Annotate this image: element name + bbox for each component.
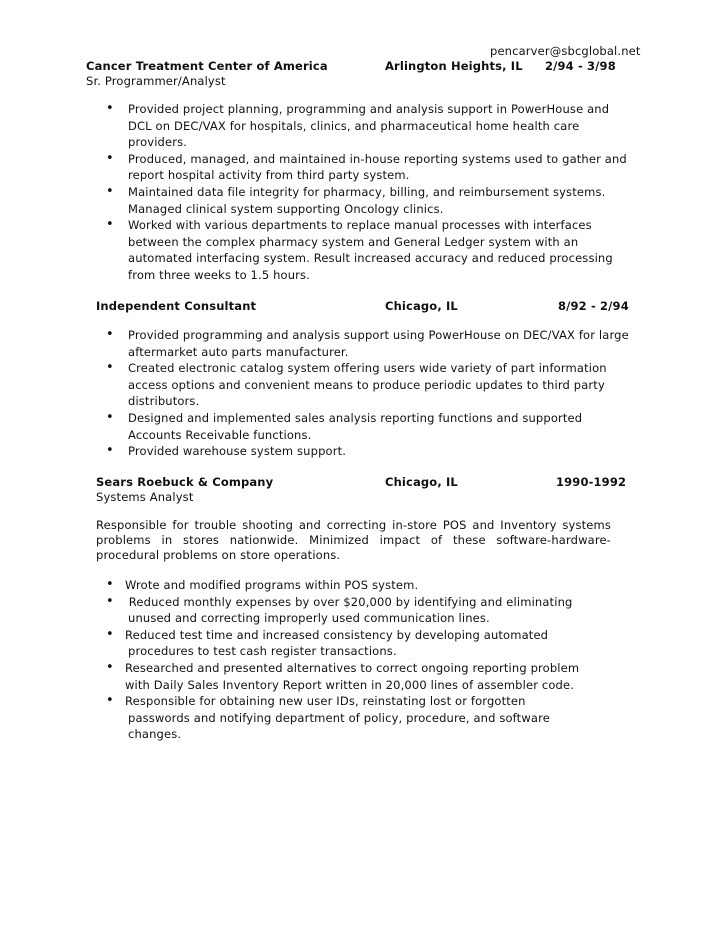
list-item-continued: automated interfacing system. Result increased accuracy and reduced processing xyxy=(128,251,613,266)
list-item-continued: aftermarket auto parts manufacturer. xyxy=(128,344,349,359)
job-location: Arlington Heights, IL xyxy=(385,59,523,73)
job-bullets-independent-consultant xyxy=(106,327,629,460)
list-item: • Reduced monthly expenses by over $20,000 by identifying and eliminating xyxy=(106,593,573,609)
list-item-continued: unused and correcting improperly used communication lines. xyxy=(128,611,490,626)
list-item: • Provided programming and analysis support using PowerHouse on DEC/VAX for large xyxy=(106,327,629,342)
list-item-continued: distributors. xyxy=(128,394,200,409)
list-item-continued: passwords and notifying department of policy, procedure, and software xyxy=(128,710,550,725)
job-bullets-sears xyxy=(106,577,580,743)
list-item-continued: DCL on DEC/VAX for hospitals, clinics, and pharmaceutical home health care xyxy=(128,118,580,133)
list-item-continued: changes. xyxy=(128,727,182,742)
list-item: • Wrote and modified programs within POS system. xyxy=(106,577,419,592)
company-name: Cancer Treatment Center of America xyxy=(86,59,328,73)
company-name: Independent Consultant xyxy=(96,299,257,313)
job-summary: Responsible for trouble shooting and correcting in-store POS and Inventory systems problems in stores nationwide. Minimized impact of these software-hardware-procedural problems on store operations. xyxy=(96,518,611,562)
list-item-continued: access options and convenient means to produce periodic updates to third party xyxy=(128,377,605,392)
list-item-continued: from three weeks to 1.5 hours. xyxy=(128,267,310,282)
list-item-continued: Managed clinical system supporting Oncology clinics. xyxy=(128,201,444,216)
job-title: Systems Analyst xyxy=(96,490,194,504)
list-item-continued: between the complex pharmacy system and General Ledger system with an xyxy=(128,234,579,249)
list-item: • Provided warehouse system support. xyxy=(106,443,347,459)
list-item: • Maintained data file integrity for pharmacy, billing, and reimbursement systems. xyxy=(106,183,606,199)
job-dates: 8/92 - 2/94 xyxy=(558,299,629,313)
list-item: • Designed and implemented sales analysis reporting functions and supported xyxy=(106,409,583,425)
job-bullets-cancer-treatment xyxy=(106,101,627,284)
job-dates: 2/94 - 3/98 xyxy=(545,59,616,73)
list-item: • Responsible for obtaining new user IDs, reinstating lost or forgotten xyxy=(106,693,526,709)
company-name: Sears Roebuck & Company xyxy=(96,475,274,489)
job-location: Chicago, IL xyxy=(385,475,458,489)
job-location: Chicago, IL xyxy=(385,299,458,313)
list-item: • Produced, managed, and maintained in-house reporting systems used to gather and xyxy=(106,150,627,166)
list-item-continued: report hospital activity from third party system. xyxy=(128,168,410,183)
list-item: • Worked with various departments to replace manual processes with interfaces xyxy=(106,217,592,233)
email-address: pencarver@sbcglobal.net xyxy=(490,44,641,58)
list-item: • Provided project planning, programming and analysis support in PowerHouse and xyxy=(106,101,610,116)
list-item-continued: with Daily Sales Inventory Report written in 20,000 lines of assembler code. xyxy=(125,677,575,692)
list-item: • Researched and presented alternatives to correct ongoing reporting problem xyxy=(106,659,580,675)
list-item-continued: Accounts Receivable functions. xyxy=(128,427,312,442)
list-item-continued: providers. xyxy=(128,135,188,150)
job-dates: 1990-1992 xyxy=(556,475,627,489)
list-item: • Created electronic catalog system offering users wide variety of part information xyxy=(106,360,607,376)
list-item-continued: procedures to test cash register transactions. xyxy=(128,644,397,659)
list-item: • Reduced test time and increased consistency by developing automated xyxy=(106,626,549,642)
job-title: Sr. Programmer/Analyst xyxy=(86,74,226,88)
